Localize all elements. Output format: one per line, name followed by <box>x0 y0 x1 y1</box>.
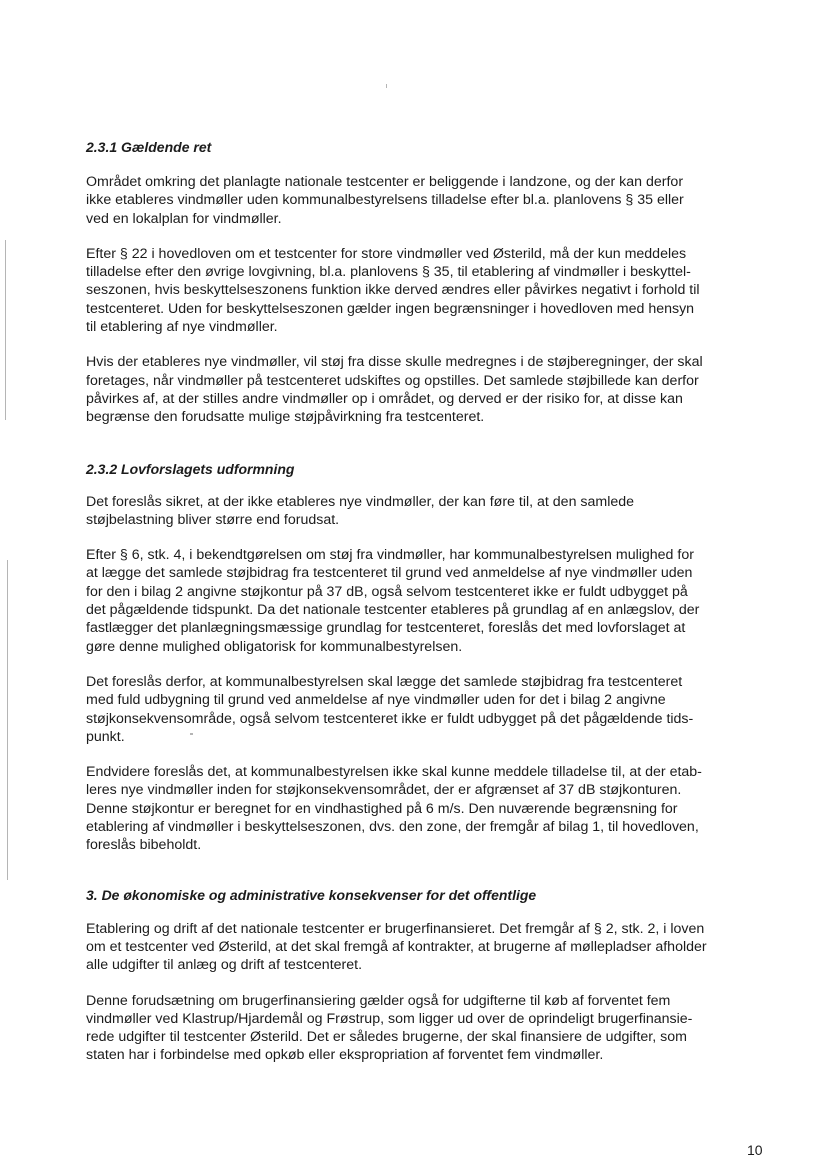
text-line: tilladelse efter den øvrige lovgivning, bl.a. planlovens § 35, til etablering af vindmøller i beskyttel- <box>86 264 691 281</box>
text-line: støjbelastning bliver større end forudsat. <box>86 511 340 528</box>
text-line: støjkonsekvensområde, også selvom testcenteret ikke er fuldt udbygget på det pågældende tids- <box>86 710 694 727</box>
scan-edge-line <box>5 240 6 420</box>
text-line: ikke etableres vindmøller uden kommunalbestyrelsens tilladelse efter bl.a. planlovens § 35 eller <box>86 192 684 209</box>
text-line: Denne forudsætning om brugerfinansiering gælder også for udgifterne til køb af forventet fem <box>86 992 671 1009</box>
text-line: for den i bilag 2 angivne støjkontur på 37 dB, også selvom testcenteret ikke er fuldt udbygget på <box>86 583 688 600</box>
text-line: det pågældende tidspunkt. Da det nationale testcenter etableres på grundlag af en anlægslov, der <box>86 602 700 619</box>
scan-speck <box>386 84 387 88</box>
text-line: foreslås bibeholdt. <box>86 837 202 854</box>
paragraph <box>86 673 766 746</box>
text-line: etablering af vindmøller i beskyttelseszonen, dvs. den zone, der fremgår af bilag 1, til hovedloven, <box>86 819 699 836</box>
text-line: seszonen, hvis beskyttelseszonens funktion ikke derved ændres eller påvirkes negativt i forhold til <box>86 282 700 299</box>
text-line: Efter § 6, stk. 4, i bekendtgørelsen om støj fra vindmøller, har kommunalbestyrelsen mulighed for <box>86 547 694 564</box>
text-line: testcenteret. Uden for beskyttelseszonen gælder ingen begrænsninger i hovedloven med hensyn <box>86 300 695 317</box>
paragraph <box>86 763 766 854</box>
section-heading: 2.3.1 Gældende ret <box>86 139 212 155</box>
text-line: ved en lokalplan for vindmøller. <box>86 210 282 227</box>
text-line: Det foreslås derfor, at kommunalbestyrelsen skal lægge det samlede støjbidrag fra testcenteret <box>86 673 683 690</box>
paragraph <box>86 173 766 228</box>
text-line: med fuld udbygning til grund ved anmeldelse af nye vindmøller uden for det i bilag 2 angivne <box>86 692 666 709</box>
text-line: vindmøller ved Klastrup/Hjardemål og Frøstrup, som ligger ud over de oprindeligt brugerfinansie- <box>86 1010 693 1027</box>
text-line: om et testcenter ved Østerild, at det skal fremgå af kontrakter, at brugerne af møllepladser afholder <box>86 938 707 955</box>
text-line: Denne støjkontur er beregnet for en vindhastighed på 6 m/s. Den nuværende begrænsning for <box>86 800 678 817</box>
text-line: Etablering og drift af det nationale testcenter er brugerfinansieret. Det fremgår af § 2, stk. 2, i loven <box>86 920 705 937</box>
text-line: foretages, når vindmøller på testcenteret udskiftes og opstilles. Det samlede støjbillede kan derfor <box>86 372 699 389</box>
paragraph <box>86 493 766 530</box>
page-content <box>86 138 766 1065</box>
text-line: fastlægger det planlægningsmæssige grundlag for testcenteret, foreslås det med lovforslaget at <box>86 620 686 637</box>
text-line: til etablering af nye vindmøller. <box>86 319 278 336</box>
text-line: staten har i forbindelse med opkøb eller ekspropriation af forventet fem vindmøller. <box>86 1047 604 1064</box>
text-line: leres nye vindmøller inden for støjkonsekvensområdet, der er afgrænset af 37 dB støjkonturen. <box>86 782 682 799</box>
paragraph <box>86 920 766 975</box>
text-line: rede udgifter til testcenter Østerild. Det er således brugerne, der skal finansiere de udgifter, som <box>86 1029 687 1046</box>
page-number: 10 <box>747 1142 763 1158</box>
paragraph <box>86 992 766 1065</box>
scan-edge-line <box>7 560 8 880</box>
text-line: Det foreslås sikret, at der ikke etableres nye vindmøller, der kan føre til, at den samlede <box>86 493 635 510</box>
text-line: påvirkes af, at der stilles andre vindmøller op i området, og derved er der risiko for, at disse kan <box>86 390 683 407</box>
text-line: Efter § 22 i hovedloven om et testcenter for store vindmøller ved Østerild, må der kun meddeles <box>86 245 687 262</box>
text-line: Hvis der etableres nye vindmøller, vil støj fra disse skulle medregnes i de støjberegninger, der skal <box>86 354 703 371</box>
text-line: at lægge det samlede støjbidrag fra testcenteret til grund ved anmeldelse af nye vindmøller uden <box>86 565 693 582</box>
paragraph <box>86 546 766 656</box>
section-heading: 2.3.2 Lovforslagets udformning <box>86 460 295 477</box>
text-line: Endvidere foreslås det, at kommunalbestyrelsen ikke skal kunne meddele tilladelse til, at der etab- <box>86 764 702 781</box>
text-line: Området omkring det planlagte nationale testcenter er beliggende i landzone, og der kan derfor <box>86 174 684 190</box>
text-line: begrænse den forudsatte mulige støjpåvirkning fra testcenteret. <box>86 409 485 426</box>
section-heading: 3. De økonomiske og administrative konsekvenser for det offentlige <box>86 886 537 903</box>
paragraph <box>86 353 766 426</box>
paragraph <box>86 245 766 336</box>
text-line: gøre denne mulighed obligatorisk for kommunalbestyrelsen. <box>86 638 463 655</box>
text-line: alle udgifter til anlæg og drift af testcenteret. <box>86 957 363 974</box>
text-line: punkt. <box>86 728 125 745</box>
